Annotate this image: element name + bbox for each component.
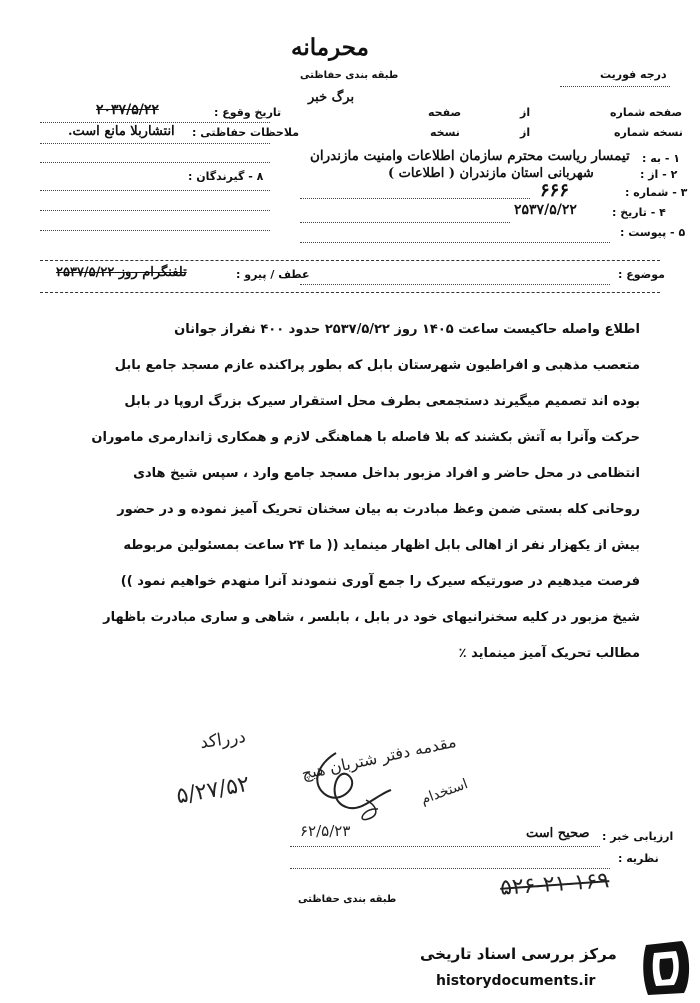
priority-line: [560, 86, 670, 87]
event-date-label: تاریخ وقوع :: [214, 106, 282, 119]
body-line-3: بوده اند تصمیم میگیرند دستجمعی بطرف محل استقرار سیرک بزرگ اروپا در بابل: [124, 394, 640, 409]
evaluation-label: ارزیابی خبر :: [602, 830, 674, 843]
body-line-5: انتظامی در محل حاضر و افراد مزبور بداخل مسجد جامع وارد ، سپس شیخ هادی: [133, 466, 640, 481]
handwritten-note-1: درراکد: [198, 726, 247, 754]
recipients-line-2: [40, 210, 270, 211]
subject-top-rule: [40, 260, 660, 261]
classification-bottom: طبقه بندی حفاظتی: [298, 894, 397, 905]
attachment-label: ۵ - پیوست :: [620, 226, 686, 239]
number-value: ۶۶۶: [540, 180, 570, 201]
body-line-10: مطالب تحریک آمیز مینماید ٪: [458, 646, 640, 661]
number-label: ۳ - شماره :: [625, 186, 688, 199]
copy-word-label: نسخه: [430, 126, 460, 139]
attachment-line: [300, 242, 610, 243]
subject-line: [300, 284, 610, 285]
date-label: ۴ - تاریخ :: [612, 206, 666, 219]
recipients-line-3: [40, 230, 270, 231]
to-value: تیمسار ریاست محترم سازمان اطلاعات وامنیت مازندران: [310, 148, 630, 164]
body-line-4: حرکت وآنرا به آتش بکشند که بلا فاصله با هماهنگی لازم و همکاری ژاندارمری ماموران: [91, 430, 640, 445]
evaluation-value: صحیح است: [526, 826, 590, 841]
notes-line-1: [40, 143, 270, 144]
security-notes-label: ملاحظات حفاظتی :: [192, 126, 300, 139]
page-from-label: از: [520, 106, 531, 119]
event-date-line: [40, 122, 270, 123]
priority-label: درجه فوریت: [600, 68, 667, 81]
to-label: ۱ - به :: [642, 152, 680, 165]
page-word-label: صفحه: [428, 106, 462, 119]
copy-number-label: نسخه شماره: [614, 126, 683, 139]
body-line-8: فرصت میدهیم در صورتیکه سیرک را جمع آوری ننمودند آنرا منهدم خواهیم نمود )): [120, 574, 640, 589]
copy-from-label: از: [520, 126, 531, 139]
watermark-panel: [390, 933, 700, 1003]
opinion-line: [290, 868, 610, 869]
event-date-value: ۲۰۳۷/۵/۲۲: [96, 102, 159, 118]
subject-bottom-rule: [40, 292, 660, 293]
subject-label: موضوع :: [618, 268, 665, 281]
number-line: [300, 198, 530, 199]
notes-line-2: [40, 162, 270, 163]
archive-logo-icon: [638, 939, 694, 997]
report-form-label: برگ خبر: [308, 90, 355, 105]
body-line-2: متعصب مذهبی و افراطیون شهرستان بابل که بطور پراکنده عازم مسجد جامع بابل: [114, 358, 640, 373]
handwritten-note-3: استخدام: [418, 776, 471, 808]
body-line-6: روحانی کله بستی ضمن وعظ مبادرت به بیان سخنان تحریک آمیز نموده و در حضور: [117, 502, 640, 517]
evaluation-line: [290, 846, 600, 847]
body-line-7: بیش از یکهزار نفر از اهالی بابل اظهار مینماید (( ما ۲۴ ساعت بمسئولین مربوطه: [123, 538, 640, 553]
body-line-9: شیخ مزبور در کلیه سخنرانیهای خود در بابل ، بابلسر ، شاهی و ساری مبادرت باظهار: [103, 610, 640, 625]
reference-label: عطف / پیرو :: [236, 268, 310, 281]
watermark-name: مرکز بررسی اسناد تاریخی: [420, 945, 617, 963]
classification-top: طبقه بندی حفاظتی: [300, 70, 399, 81]
body-line-1: اطلاع واصله حاکیست ساعت ۱۴۰۵ روز ۲۵۳۷/۵/۲۲ حدود ۴۰۰ نفراز جوانان: [174, 322, 640, 337]
handwritten-file-code: ۵۲۶-۲۱-۱۶۹: [499, 868, 611, 901]
opinion-label: نظریه :: [618, 852, 659, 865]
handwritten-date-2: ۶۲/۵/۲۳: [300, 822, 351, 840]
watermark-url: historydocuments.ir: [436, 973, 596, 989]
reference-value: تلفنگرام روز ۲۵۳۷/۵/۲۲: [56, 265, 187, 280]
date-value: ۲۵۳۷/۵/۲۲: [514, 202, 577, 218]
security-notes-value: انتشاربلا مانع است.: [68, 124, 175, 139]
from-label: ۲ - از :: [640, 168, 678, 181]
recipients-label: ۸ - گیرندگان :: [188, 170, 264, 183]
handwritten-note-2: مقدمه دفتر شتربان هیچ: [299, 731, 458, 784]
handwritten-date-1: ۵/۲۷/۵۲: [174, 771, 252, 810]
from-value: شهربانی استان مازندران ( اطلاعات ): [388, 166, 594, 181]
page-number-label: صفحه شماره: [610, 106, 683, 119]
recipients-line-1: [40, 190, 270, 191]
document-title: محرمانه: [291, 34, 369, 61]
date-line: [300, 222, 510, 223]
signature-scribble-icon: [306, 745, 396, 825]
